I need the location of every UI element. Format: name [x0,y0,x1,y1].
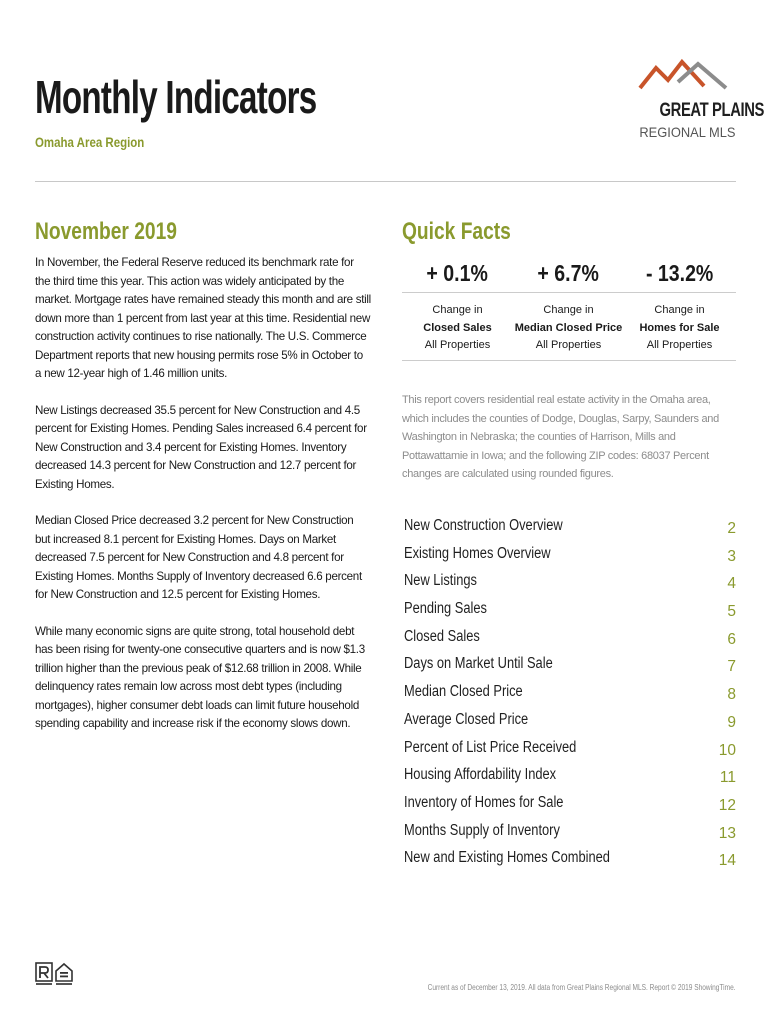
toc-item-days-on-market[interactable]: Days on Market Until Sale 7 [404,655,736,676]
toc-item-average-closed-price[interactable]: Average Closed Price 9 [404,710,736,731]
summary-heading: November 2019 [35,218,177,245]
realtor-icon [35,962,53,986]
toc-page-number: 5 [727,603,736,621]
quick-fact-metric: Homes for Sale [639,321,720,334]
toc-page-number: 13 [718,824,736,842]
toc-page-number: 10 [718,741,736,759]
quick-fact-median-price [513,256,624,355]
summary-paragraph: In November, the Federal Reserve reduced its benchmark rate for the third time this year. This action was widely anticipated by the market. Mortgage rates have remained steady this month and are still down more than 1 percent from last year at this time. Residential new construction activity continues to rise nationally. The U.S. Commerce Department reports that new housing permits rose 5% in October to a new 12-year high of 1.46 million units. [35,256,371,380]
table-of-contents [404,514,736,874]
toc-page-number: 2 [727,520,736,537]
quick-fact-value: + 6.7% [537,260,600,286]
toc-item-percent-of-list-price[interactable]: Percent of List Price Received 10 [404,738,736,759]
quick-fact-label: Change in [654,304,705,316]
toc-item-inventory[interactable]: Inventory of Homes for Sale 12 [404,793,736,814]
toc-page-number: 9 [727,713,736,731]
footer-note: Current as of December 13, 2019. All data from Great Plains Regional MLS. Report © 2019 ShowingTime. [428,983,736,992]
toc-item-new-construction-overview[interactable]: New Construction Overview 2 [404,517,736,537]
quick-fact-label: Change in [543,304,594,316]
quick-fact-homes-for-sale [624,256,735,355]
region-subtitle: Omaha Area Region [35,134,145,150]
logo-subtitle: REGIONAL MLS [639,124,736,140]
summary-text [35,254,371,752]
toc-item-existing-homes-overview[interactable]: Existing Homes Overview 3 [404,544,736,565]
summary-paragraph: Median Closed Price decreased 3.2 percent for New Construction but increased 8.1 percent for Existing Homes. Days on Market decreased 7.5 percent for New Construction and 4.8 percent for Existing Homes. Months Supply of Inventory decreased 6.6 percent for New Construction and 12.5 percent for Existing Homes. [35,514,362,601]
toc-item-months-supply[interactable]: Months Supply of Inventory 13 [404,821,736,842]
toc-page-number: 3 [727,547,736,565]
toc-item-housing-affordability[interactable]: Housing Affordability Index 11 [404,766,736,787]
quick-fact-scope: All Properties [535,339,602,351]
quick-fact-value: + 0.1% [426,260,489,286]
logo-name: GREAT PLAINS [659,100,765,121]
toc-page-number: 11 [719,769,736,787]
footer-logos [35,960,75,1000]
toc-item-closed-sales[interactable]: Closed Sales 6 [404,627,736,648]
page-title: Monthly Indicators [35,71,317,123]
toc-item-median-closed-price[interactable]: Median Closed Price 8 [404,683,736,704]
quick-facts-heading: Quick Facts [402,218,511,245]
toc-page-number: 12 [718,796,736,814]
toc-page-number: 6 [727,630,736,648]
quick-fact-value: - 13.2% [645,260,714,286]
quick-facts-table [402,256,736,361]
toc-page-number: 4 [727,575,736,593]
toc-page-number: 14 [718,852,736,870]
quick-fact-label: Change in [432,304,483,316]
toc-page-number: 7 [727,658,736,676]
mountain-logo-icon [638,58,734,98]
quick-fact-metric: Closed Sales [423,321,492,334]
quick-fact-closed-sales [402,256,513,355]
toc-item-new-listings[interactable]: New Listings 4 [404,572,736,593]
quick-fact-scope: All Properties [424,339,491,351]
summary-paragraph: While many economic signs are quite strong, total household debt has been rising for twenty-one consecutive quarters and is now $1.3 trillion higher than the previous peak of $12.68 trillion in 2008. While delinquency rates remain low across most debt types (including mortgages), higher consumer debt loads can limit future household spending capability and increase risk if the economy slows down. [35,624,365,730]
toc-item-pending-sales[interactable]: Pending Sales 5 [404,600,736,621]
quick-fact-metric: Median Closed Price [514,321,623,334]
toc-page-number: 8 [727,686,736,704]
header-divider [35,181,736,182]
summary-paragraph: New Listings decreased 35.5 percent for New Construction and 4.5 percent for Existing Homes. Pending Sales increased 6.4 percent for New Construction and 3.4 percent for Existing Homes. Inventory decreased 14.3 percent for New Construction and 12.7 percent for Existing Homes. [35,403,367,491]
quick-fact-scope: All Properties [646,339,713,351]
great-plains-logo [630,58,765,150]
equal-housing-icon [55,962,73,986]
toc-item-combined[interactable]: New and Existing Homes Combined 14 [404,849,736,870]
report-coverage-note: This report covers residential real estate activity in the Omaha area, which includes the counties of Dodge, Douglas, Sarpy, Saunders and Washington in Nebraska; the counties of Harrison, Mills and Pottawattamie in Iowa; and the following ZIP codes: 68037 Percent changes are calculated using rounded figures. [402,394,719,480]
